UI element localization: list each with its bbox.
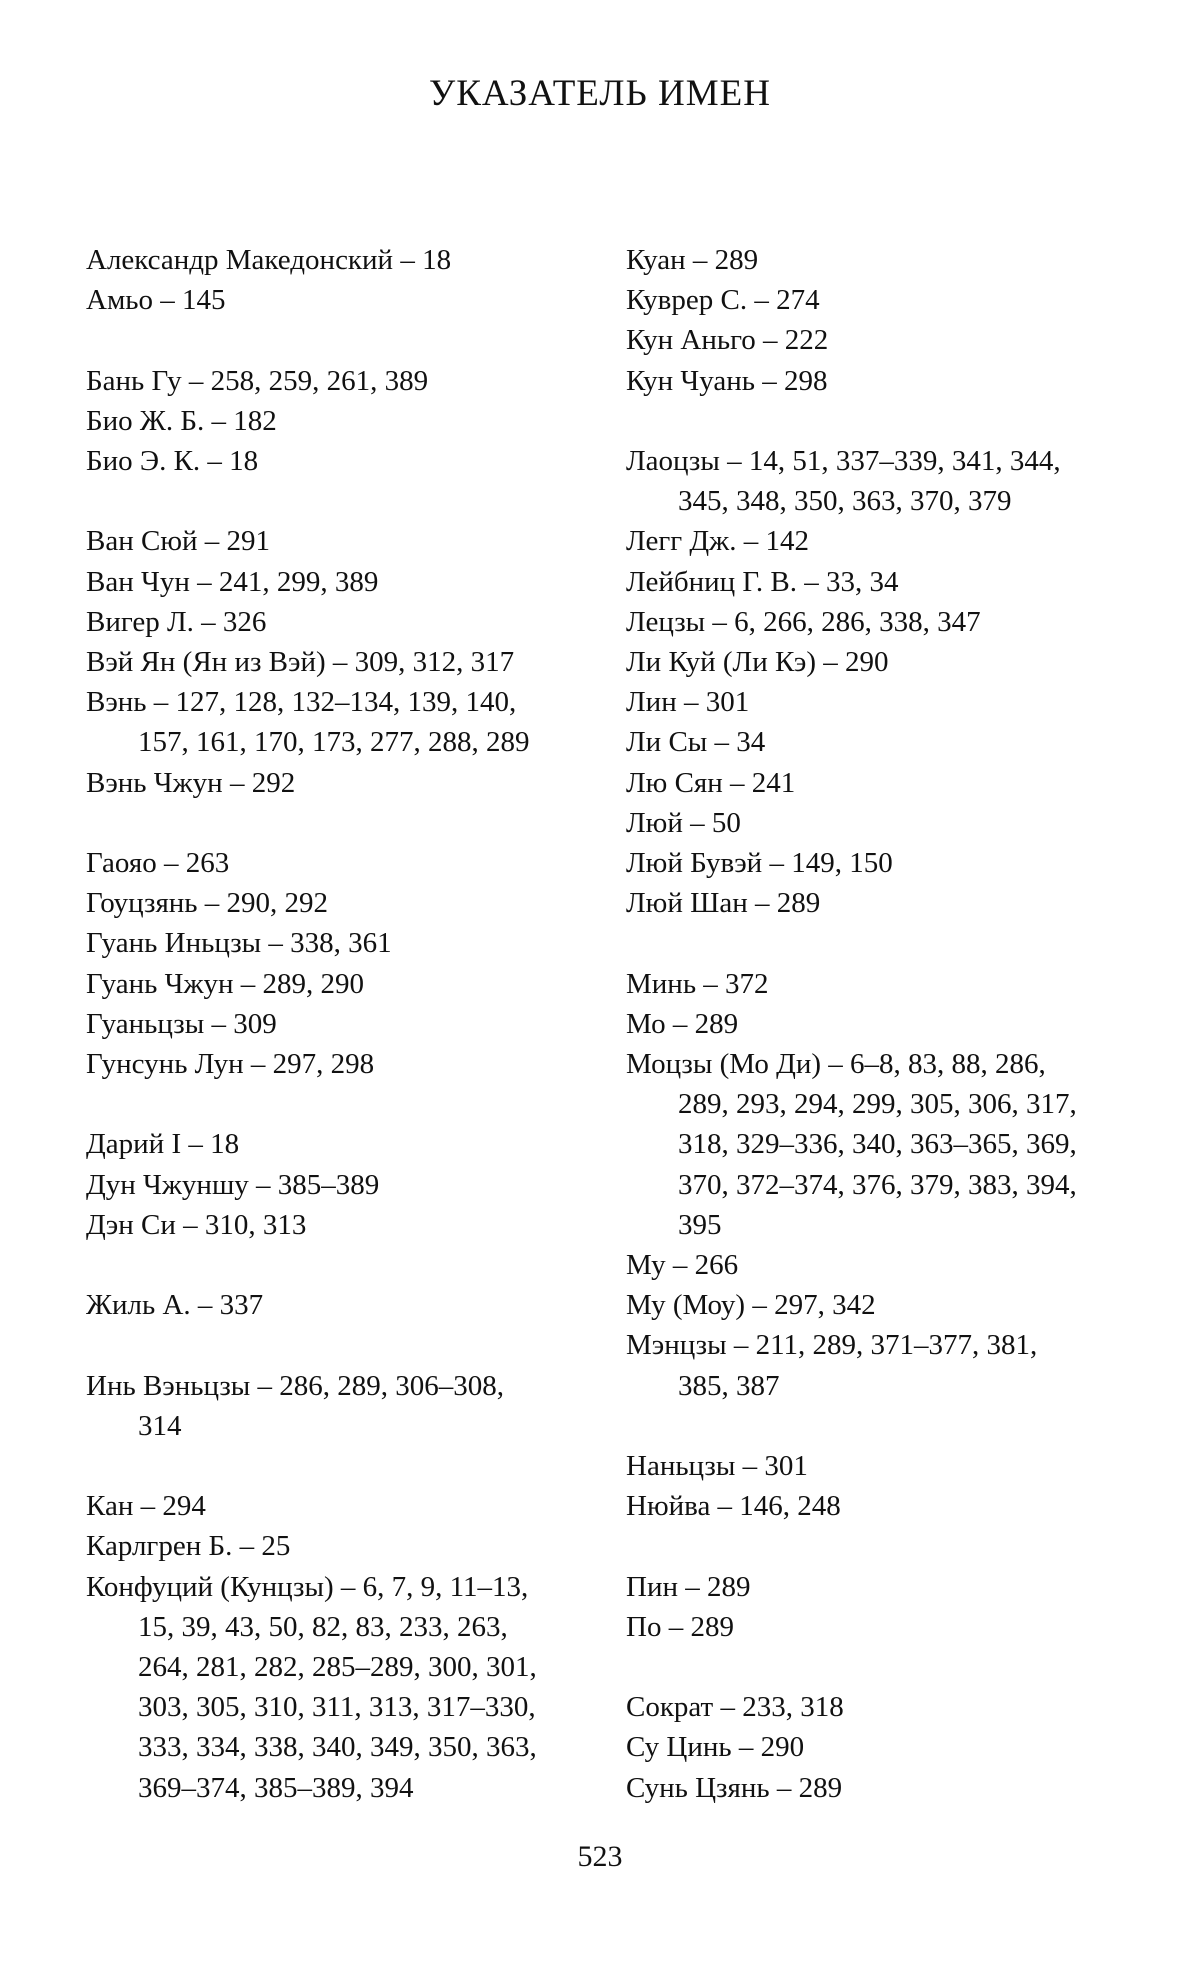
index-entry: Му (Моу) – 297, 342 bbox=[626, 1289, 876, 1322]
index-entry: Гуань Чжун – 289, 290 bbox=[86, 967, 365, 1000]
index-entry: Ли Куй (Ли Кэ) – 290 bbox=[626, 646, 889, 679]
group-gap bbox=[626, 401, 1146, 441]
index-entry: Люй Шан – 289 bbox=[626, 887, 821, 920]
index-entry: Гуань Иньцзы – 338, 361 bbox=[86, 927, 392, 960]
index-entry: Наньцзы – 301 bbox=[626, 1450, 808, 1483]
index-entry: Мэнцзы – 211, 289, 371–377, 381, 385, 387 bbox=[626, 1329, 1038, 1402]
group-gap bbox=[626, 1647, 1146, 1687]
group-gap bbox=[86, 1446, 606, 1486]
index-entry: Ван Сюй – 291 bbox=[86, 525, 271, 558]
group-gap bbox=[626, 1406, 1146, 1446]
page-number: 523 bbox=[577, 1840, 623, 1873]
index-entry: Нюйва – 146, 248 bbox=[626, 1490, 841, 1523]
index-entry: Дун Чжуншу – 385–389 bbox=[86, 1168, 380, 1201]
index-entry: Сунь Цзянь – 289 bbox=[626, 1771, 843, 1804]
index-entry: Лаоцзы – 14, 51, 337–339, 341, 344, 345, 348, 350, 363, 370, 379 bbox=[626, 445, 1061, 518]
group-gap bbox=[86, 1325, 606, 1365]
index-entry: Инь Вэньцзы – 286, 289, 306–308, 314 bbox=[86, 1369, 505, 1442]
index-entry: Су Цинь – 290 bbox=[626, 1731, 805, 1764]
index-entry: Бань Гу – 258, 259, 261, 389 bbox=[86, 364, 429, 397]
index-entry: Пин – 289 bbox=[626, 1570, 751, 1603]
index-column-right bbox=[626, 240, 1146, 1808]
index-entry: По – 289 bbox=[626, 1610, 734, 1643]
index-entry: Дэн Си – 310, 313 bbox=[86, 1208, 307, 1241]
index-entry: Био Э. К. – 18 bbox=[86, 445, 259, 477]
index-entry: Ван Чун – 241, 299, 389 bbox=[86, 565, 379, 598]
index-entry: Гунсунь Лун – 297, 298 bbox=[86, 1048, 375, 1081]
index-entry: Сократ – 233, 318 bbox=[626, 1691, 844, 1724]
index-entry: Вигер Л. – 326 bbox=[86, 605, 267, 638]
index-entry: Жиль А. – 337 bbox=[86, 1289, 264, 1322]
index-entry: Му – 266 bbox=[626, 1249, 739, 1282]
index-entry: Александр Македонский – 18 bbox=[86, 244, 452, 276]
group-gap bbox=[86, 320, 606, 360]
index-entry: Гоуцзянь – 290, 292 bbox=[86, 887, 329, 920]
index-entry: Кан – 294 bbox=[86, 1490, 206, 1523]
index-entry: Лин – 301 bbox=[626, 686, 750, 719]
index-column-left bbox=[86, 240, 606, 1808]
index-entry: Мо – 289 bbox=[626, 1007, 739, 1040]
index-entry: Минь – 372 bbox=[626, 967, 769, 1000]
index-entry: Конфуций (Кунцзы) – 6, 7, 9, 11–13, 15, 39, 43, 50, 82, 83, 233, 263, 264, 281, 282, 285–289, 300, 301, 303, 305, 310, 311, 313, 317–330, 333, 334, 338, 340, 349, 350, 363, 369–374, 385–389, 394 bbox=[86, 1570, 537, 1804]
index-entry: Дарий I – 18 bbox=[86, 1128, 240, 1161]
index-entry: Гаояо – 263 bbox=[86, 847, 230, 879]
index-entry: Кун Чуань – 298 bbox=[626, 364, 828, 397]
group-gap bbox=[86, 1245, 606, 1285]
index-entry: Амьо – 145 bbox=[86, 284, 226, 317]
index-entry: Вэнь Чжун – 292 bbox=[86, 766, 296, 799]
index-entry: Кун Аньго – 222 bbox=[626, 324, 829, 357]
index-entry: Куан – 289 bbox=[626, 244, 759, 276]
index-entry: Лецзы – 6, 266, 286, 338, 347 bbox=[626, 605, 981, 638]
index-entry: Био Ж. Б. – 182 bbox=[86, 404, 277, 437]
page-title: УКАЗАТЕЛЬ ИМЕН bbox=[429, 73, 771, 114]
group-gap bbox=[626, 1526, 1146, 1566]
index-entry: Лю Сян – 241 bbox=[626, 766, 796, 799]
index-entry: Моцзы (Мо Ди) – 6–8, 83, 88, 286, 289, 293, 294, 299, 305, 306, 317, 318, 329–336, 340, 363–365, 369, 370, 372–374, 376, 379, 383, 394, 395 bbox=[626, 1048, 1077, 1241]
group-gap bbox=[86, 803, 606, 843]
index-entry: Вэнь – 127, 128, 132–134, 139, 140, 157, 161, 170, 173, 277, 288, 289 bbox=[86, 686, 530, 759]
group-gap bbox=[86, 1084, 606, 1124]
index-entry: Вэй Ян (Ян из Вэй) – 309, 312, 317 bbox=[86, 646, 515, 678]
group-gap bbox=[626, 923, 1146, 963]
index-entry: Люй Бувэй – 149, 150 bbox=[626, 847, 893, 880]
index-entry: Гуаньцзы – 309 bbox=[86, 1007, 277, 1040]
group-gap bbox=[86, 481, 606, 521]
index-entry: Люй – 50 bbox=[626, 806, 741, 839]
index-entry: Легг Дж. – 142 bbox=[626, 525, 809, 558]
index-entry: Лейбниц Г. В. – 33, 34 bbox=[626, 565, 899, 598]
index-entry: Карлгрен Б. – 25 bbox=[86, 1530, 291, 1563]
index-entry: Ли Сы – 34 bbox=[626, 726, 766, 759]
index-entry: Куврер С. – 274 bbox=[626, 284, 820, 317]
